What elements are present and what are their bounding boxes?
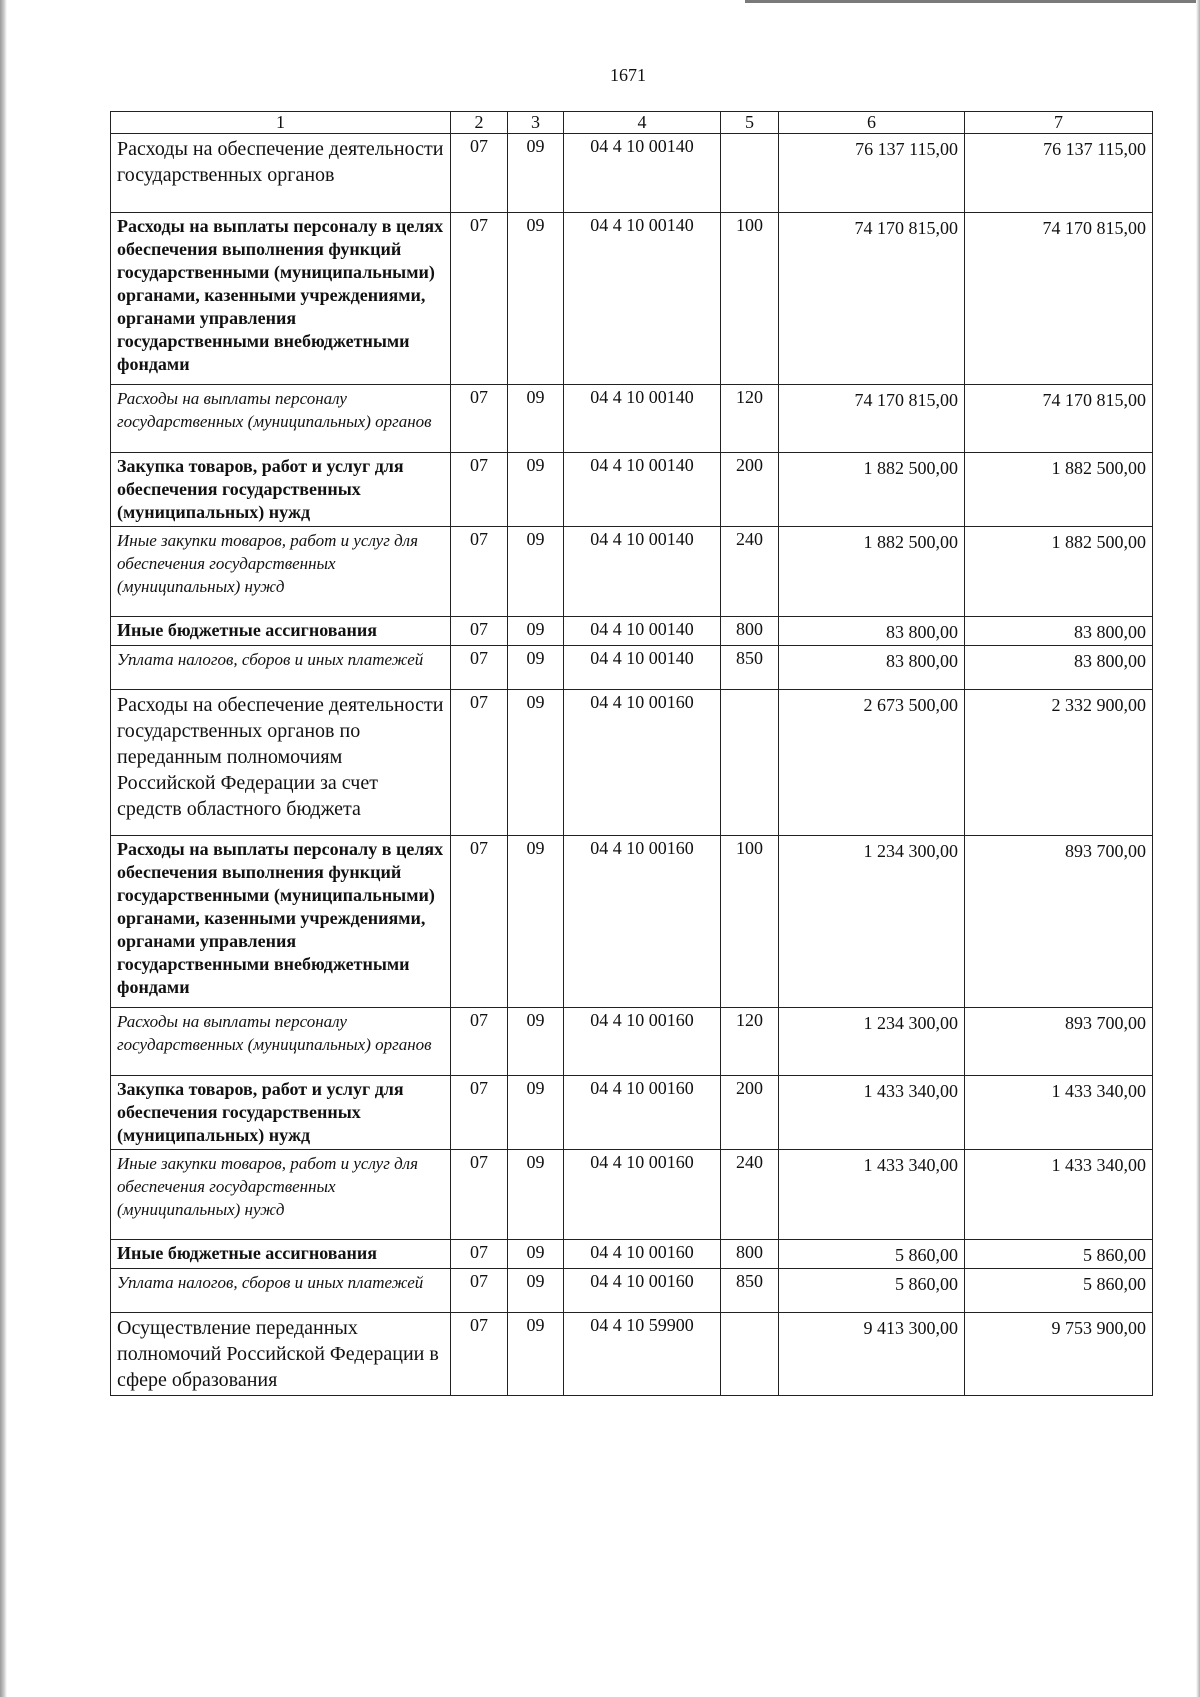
section-code: 07 [451,1008,508,1076]
subsection-code: 09 [508,646,564,690]
header-cell-6: 6 [779,112,965,134]
expense-type-code: 850 [721,1269,779,1313]
section-code: 07 [451,836,508,1008]
amount-col-6: 5 860,00 [779,1269,965,1313]
amount-col-7: 1 882 500,00 [965,453,1153,527]
item-name: Иные бюджетные ассигнования [111,1240,451,1269]
target-article-code: 04 4 10 00160 [564,1269,721,1313]
table-row [111,1269,1153,1313]
amount-col-6: 1 882 500,00 [779,527,965,617]
subsection-code: 09 [508,1076,564,1150]
section-code: 07 [451,1313,508,1396]
item-name: Иные закупки товаров, работ и услуг для обеспечения государственных (муниципальных) нужд [111,1150,451,1240]
expense-type-code: 240 [721,527,779,617]
section-code: 07 [451,385,508,453]
amount-col-6: 83 800,00 [779,646,965,690]
budget-table [110,111,1153,1396]
target-article-code: 04 4 10 00140 [564,527,721,617]
subsection-code: 09 [508,385,564,453]
expense-type-code [721,134,779,213]
subsection-code: 09 [508,453,564,527]
header-cell-7: 7 [965,112,1153,134]
amount-col-7: 2 332 900,00 [965,690,1153,836]
amount-col-6: 1 433 340,00 [779,1150,965,1240]
amount-col-7: 76 137 115,00 [965,134,1153,213]
amount-col-6: 76 137 115,00 [779,134,965,213]
amount-col-6: 1 234 300,00 [779,1008,965,1076]
table-row [111,527,1153,617]
target-article-code: 04 4 10 00140 [564,453,721,527]
table-row [111,385,1153,453]
amount-col-7: 74 170 815,00 [965,213,1153,385]
subsection-code: 09 [508,1269,564,1313]
amount-col-7: 83 800,00 [965,617,1153,646]
expense-type-code: 120 [721,1008,779,1076]
amount-col-7: 893 700,00 [965,836,1153,1008]
section-code: 07 [451,1240,508,1269]
table-row [111,836,1153,1008]
amount-col-6: 1 234 300,00 [779,836,965,1008]
expense-type-code: 200 [721,1076,779,1150]
expense-type-code: 800 [721,1240,779,1269]
table-row [111,646,1153,690]
section-code: 07 [451,453,508,527]
amount-col-7: 1 433 340,00 [965,1076,1153,1150]
target-article-code: 04 4 10 00140 [564,385,721,453]
target-article-code: 04 4 10 00160 [564,836,721,1008]
amount-col-7: 5 860,00 [965,1240,1153,1269]
table-row [111,1150,1153,1240]
target-article-code: 04 4 10 00160 [564,1076,721,1150]
subsection-code: 09 [508,1240,564,1269]
expense-type-code: 850 [721,646,779,690]
expense-type-code: 240 [721,1150,779,1240]
table-row [111,134,1153,213]
item-name: Расходы на выплаты персоналу государственных (муниципальных) органов [111,1008,451,1076]
item-name: Расходы на выплаты персоналу государственных (муниципальных) органов [111,385,451,453]
subsection-code: 09 [508,213,564,385]
subsection-code: 09 [508,527,564,617]
scan-edge-top [745,0,1200,3]
section-code: 07 [451,646,508,690]
item-name: Уплата налогов, сборов и иных платежей [111,1269,451,1313]
target-article-code: 04 4 10 00140 [564,213,721,385]
item-name: Расходы на обеспечение деятельности государственных органов [111,134,451,213]
amount-col-6: 74 170 815,00 [779,385,965,453]
target-article-code: 04 4 10 00160 [564,1008,721,1076]
amount-col-7: 9 753 900,00 [965,1313,1153,1396]
table-row [111,453,1153,527]
section-code: 07 [451,1076,508,1150]
section-code: 07 [451,527,508,617]
target-article-code: 04 4 10 00160 [564,1150,721,1240]
expense-type-code: 800 [721,617,779,646]
subsection-code: 09 [508,1150,564,1240]
amount-col-7: 1 433 340,00 [965,1150,1153,1240]
amount-col-6: 5 860,00 [779,1240,965,1269]
target-article-code: 04 4 10 00140 [564,617,721,646]
scan-edge-right [1196,0,1200,1697]
table-row [111,617,1153,646]
table-body [111,112,1153,1396]
item-name: Осуществление переданных полномочий Российской Федерации в сфере образования [111,1313,451,1396]
amount-col-7: 83 800,00 [965,646,1153,690]
section-code: 07 [451,213,508,385]
expense-type-code: 200 [721,453,779,527]
amount-col-7: 74 170 815,00 [965,385,1153,453]
section-code: 07 [451,1150,508,1240]
amount-col-7: 5 860,00 [965,1269,1153,1313]
expense-type-code: 120 [721,385,779,453]
scan-edge-left [0,0,7,1697]
target-article-code: 04 4 10 00160 [564,1240,721,1269]
item-name: Расходы на выплаты персоналу в целях обеспечения выполнения функций государственными (муниципальными) органами, казенными учреждениями, органами управления государственными внебюджетными фондами [111,836,451,1008]
header-cell-3: 3 [508,112,564,134]
subsection-code: 09 [508,836,564,1008]
target-article-code: 04 4 10 00140 [564,646,721,690]
target-article-code: 04 4 10 00140 [564,134,721,213]
subsection-code: 09 [508,134,564,213]
item-name: Закупка товаров, работ и услуг для обеспечения государственных (муниципальных) нужд [111,453,451,527]
amount-col-7: 893 700,00 [965,1008,1153,1076]
amount-col-6: 1 433 340,00 [779,1076,965,1150]
amount-col-6: 9 413 300,00 [779,1313,965,1396]
table-row [111,1313,1153,1396]
table-row [111,690,1153,836]
expense-type-code [721,690,779,836]
page-number: 1671 [610,65,646,85]
section-code: 07 [451,1269,508,1313]
header-cell-5: 5 [721,112,779,134]
item-name: Уплата налогов, сборов и иных платежей [111,646,451,690]
subsection-code: 09 [508,1008,564,1076]
subsection-code: 09 [508,690,564,836]
amount-col-6: 83 800,00 [779,617,965,646]
target-article-code: 04 4 10 59900 [564,1313,721,1396]
amount-col-6: 2 673 500,00 [779,690,965,836]
header-cell-1: 1 [111,112,451,134]
item-name: Закупка товаров, работ и услуг для обеспечения государственных (муниципальных) нужд [111,1076,451,1150]
subsection-code: 09 [508,617,564,646]
item-name: Расходы на обеспечение деятельности государственных органов по переданным полномочиям Российской Федерации за счет средств областного бюджета [111,690,451,836]
target-article-code: 04 4 10 00160 [564,690,721,836]
item-name: Иные бюджетные ассигнования [111,617,451,646]
expense-type-code: 100 [721,213,779,385]
section-code: 07 [451,617,508,646]
table-row [111,1008,1153,1076]
amount-col-6: 1 882 500,00 [779,453,965,527]
header-cell-2: 2 [451,112,508,134]
item-name: Расходы на выплаты персоналу в целях обеспечения выполнения функций государственными (муниципальными) органами, казенными учреждениями, органами управления государственными внебюджетными фондами [111,213,451,385]
header-row [111,112,1153,134]
expense-type-code [721,1313,779,1396]
table-row [111,1240,1153,1269]
subsection-code: 09 [508,1313,564,1396]
section-code: 07 [451,134,508,213]
table-row [111,213,1153,385]
amount-col-6: 74 170 815,00 [779,213,965,385]
table-row [111,1076,1153,1150]
expense-type-code: 100 [721,836,779,1008]
item-name: Иные закупки товаров, работ и услуг для обеспечения государственных (муниципальных) нужд [111,527,451,617]
amount-col-7: 1 882 500,00 [965,527,1153,617]
section-code: 07 [451,690,508,836]
header-cell-4: 4 [564,112,721,134]
